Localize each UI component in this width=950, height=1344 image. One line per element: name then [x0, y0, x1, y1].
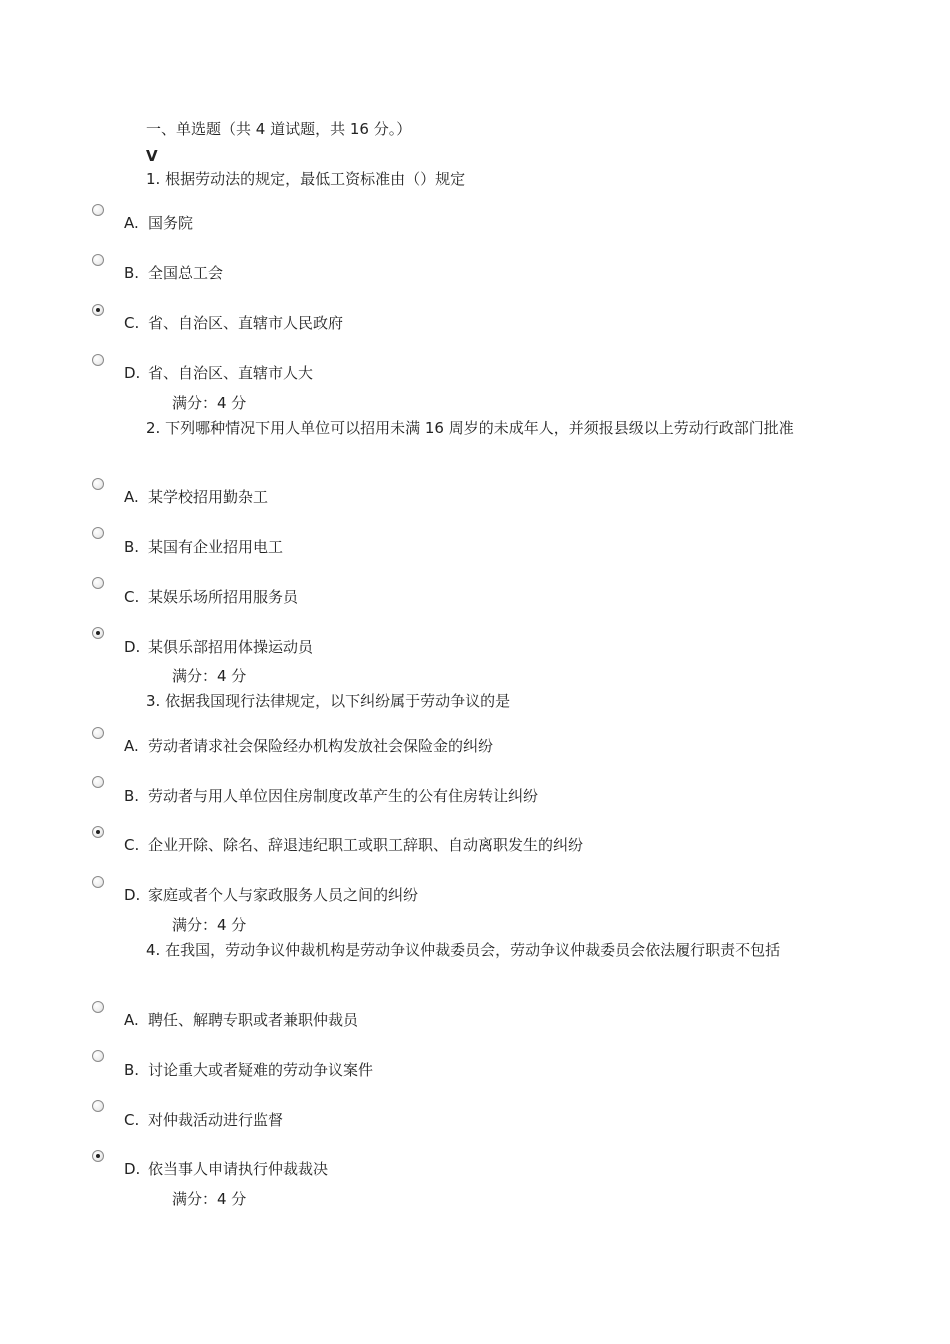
radio-q4-c[interactable] — [92, 1100, 104, 1112]
radio-q4-a[interactable] — [92, 1001, 104, 1013]
radio-q1-a[interactable] — [92, 204, 104, 216]
option-q4-c[interactable]: C. 对仲裁活动进行监督 — [124, 1111, 284, 1129]
radio-q2-b[interactable] — [92, 527, 104, 539]
option-q1-a[interactable]: A. 国务院 — [124, 214, 194, 232]
option-q2-c[interactable]: C. 某娱乐场所招用服务员 — [124, 588, 299, 606]
radio-q2-a[interactable] — [92, 478, 104, 490]
section-title: 一、单选题（共 4 道试题，共 16 分。） — [146, 120, 412, 138]
option-q2-a[interactable]: A. 某学校招用勤杂工 — [124, 488, 269, 506]
option-q4-b[interactable]: B. 讨论重大或者疑难的劳动争议案件 — [124, 1061, 374, 1079]
question-2-text: 2. 下列哪种情况下用人单位可以招用未满 16 周岁的未成年人，并须报县级以上劳动行政部门批准 — [146, 419, 794, 437]
option-q2-d[interactable]: D. 某俱乐部招用体操运动员 — [124, 638, 314, 656]
option-q3-d[interactable]: D. 家庭或者个人与家政服务人员之间的纠纷 — [124, 886, 419, 904]
option-q2-b[interactable]: B. 某国有企业招用电工 — [124, 538, 284, 556]
question-1-text: 1. 根据劳动法的规定，最低工资标准由（）规定 — [146, 170, 466, 188]
radio-q3-d[interactable] — [92, 876, 104, 888]
radio-q4-b[interactable] — [92, 1050, 104, 1062]
question-2-score: 满分：4 分 — [172, 667, 247, 685]
radio-q1-d[interactable] — [92, 354, 104, 366]
radio-q3-a[interactable] — [92, 727, 104, 739]
option-q1-b[interactable]: B. 全国总工会 — [124, 264, 224, 282]
radio-q4-d[interactable] — [92, 1150, 104, 1162]
radio-q1-b[interactable] — [92, 254, 104, 266]
question-1-score: 满分：4 分 — [172, 394, 247, 412]
option-q1-c[interactable]: C. 省、自治区、直辖市人民政府 — [124, 314, 344, 332]
radio-q3-c[interactable] — [92, 826, 104, 838]
radio-q1-c[interactable] — [92, 304, 104, 316]
v-mark: V — [146, 147, 158, 165]
option-q3-c[interactable]: C. 企业开除、除名、辞退违纪职工或职工辞职、自动离职发生的纠纷 — [124, 836, 584, 854]
question-3-score: 满分：4 分 — [172, 916, 247, 934]
option-q1-d[interactable]: D. 省、自治区、直辖市人大 — [124, 364, 314, 382]
question-3-text: 3. 依据我国现行法律规定，以下纠纷属于劳动争议的是 — [146, 692, 511, 710]
option-q3-a[interactable]: A. 劳动者请求社会保险经办机构发放社会保险金的纠纷 — [124, 737, 494, 755]
question-4-text: 4. 在我国，劳动争议仲裁机构是劳动争议仲裁委员会，劳动争议仲裁委员会依法履行职责不包括 — [146, 941, 781, 959]
radio-q3-b[interactable] — [92, 776, 104, 788]
option-q4-a[interactable]: A. 聘任、解聘专职或者兼职仲裁员 — [124, 1011, 359, 1029]
question-4-score: 满分：4 分 — [172, 1190, 247, 1208]
option-q4-d[interactable]: D. 依当事人申请执行仲裁裁决 — [124, 1160, 329, 1178]
radio-q2-c[interactable] — [92, 577, 104, 589]
option-q3-b[interactable]: B. 劳动者与用人单位因住房制度改革产生的公有住房转让纠纷 — [124, 787, 539, 805]
radio-q2-d[interactable] — [92, 627, 104, 639]
